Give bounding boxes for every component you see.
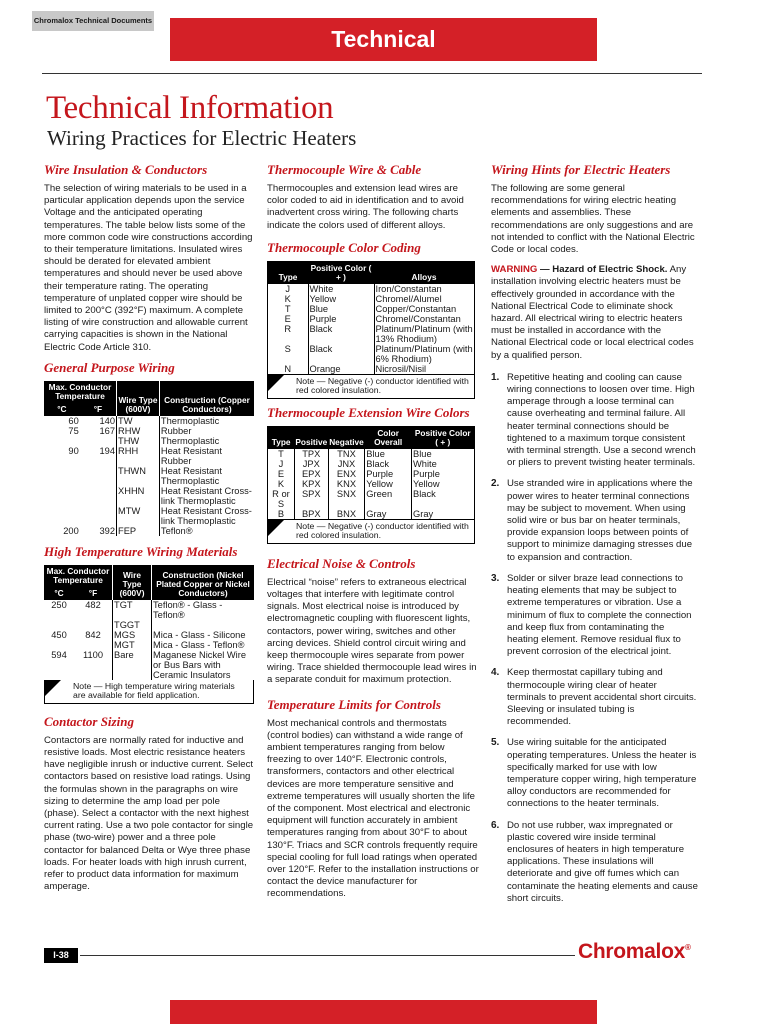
- table-cell: Purple: [413, 468, 440, 479]
- table-cell: TW: [117, 416, 160, 426]
- table-row: [268, 364, 475, 375]
- list-item: [491, 820, 698, 905]
- table-cell: 90: [68, 445, 79, 456]
- table-cell: Black: [365, 459, 412, 469]
- chromalox-logo: [578, 940, 691, 964]
- table-cell: T: [268, 304, 309, 314]
- table-row: [268, 294, 475, 304]
- warning-paragraph: [491, 264, 698, 362]
- table-cell: R or S: [268, 489, 295, 509]
- table-row: [44, 436, 254, 446]
- table-cell: Blue: [308, 304, 374, 314]
- table-cell: [80, 486, 117, 506]
- list-text: Do not use rubber, wax impregnated or plastic covered wire inside terminal enclosures of heaters in high temperature applications. These insulations will deteriorate and give off fumes which can contaminate the heating elements and cause short circuits.: [507, 819, 698, 904]
- table-header: Positive Color ( + ): [412, 426, 475, 449]
- table-cell: Thermoplastic: [160, 415, 220, 426]
- table-row: [44, 650, 254, 680]
- table-row: [44, 620, 254, 630]
- list-item: [491, 372, 698, 470]
- warning-label: WARNING: [491, 264, 538, 276]
- paragraph: Most mechanical controls and thermostats (control bodies) can withstand a wide range of ambient temperatures ranging from below freezing to over 140°F. Electronic controls, transformers, contactors and other electrical devices are more temperature sensitive and extreme temperatures will usually shorten the life of the component. Most electrical and electronic equipment will function accurately in ambient temperatures ranging from about 30°F to about 130°F. Triacs and SCR controls frequently require special cooling for full load ratings when operated over 120°F. Refer to the installation instructions or contact the device manufacturer for recommendations.: [267, 717, 479, 900]
- note-text: Note — Negative (-) conductor identified with red colored insulation.: [296, 375, 469, 396]
- table-cell: J: [268, 284, 309, 294]
- table-cell: Gray: [365, 509, 412, 520]
- table-cell: Copper/Constantan: [375, 303, 457, 314]
- table-cell: Black: [308, 324, 374, 344]
- technical-banner: Technical: [170, 18, 597, 61]
- table-row: [44, 640, 254, 650]
- table-cell: 842: [74, 630, 113, 640]
- table-cell: Yellow: [413, 478, 440, 489]
- paragraph: Thermocouples and extension lead wires are color coded to aid in identification and to avoid inadvertent cross wiring. The following charts indicate the colors used of different alloys.: [267, 183, 464, 231]
- table-cell: [74, 620, 113, 630]
- table-cell: Black: [308, 344, 374, 364]
- table-cell: Mica - Glass - Teflon®: [153, 639, 245, 650]
- table-cell: ENX: [328, 469, 365, 479]
- table-cell: TPX: [294, 449, 328, 459]
- table-row: [268, 469, 475, 479]
- header-rule: [42, 73, 702, 74]
- table-body: [44, 600, 254, 680]
- table-row: [268, 314, 475, 324]
- table-cell: MGT: [113, 640, 152, 650]
- table-cell: Platinum/Platinum (with 6% Rhodium): [375, 343, 473, 364]
- table-cell: K: [268, 479, 295, 489]
- column-3: [491, 162, 698, 914]
- table-cell: J: [268, 459, 295, 469]
- note-text: Note — Negative (-) conductor identified with red colored insulation.: [296, 520, 469, 541]
- section-heading: Thermocouple Extension Wire Colors: [267, 404, 470, 420]
- column-2: [267, 162, 479, 901]
- table-header: Positive Color ( + ): [308, 261, 374, 284]
- table-cell: [44, 486, 80, 506]
- list-text: Use wiring suitable for the anticipated operating temperatures. Unless the heater is specifically marked for use with low temperature copper wiring, high temperature alloy conductors are recommended for connections to the heater terminals.: [507, 737, 697, 810]
- table-cell: SPX: [294, 489, 328, 509]
- table-cell: 194: [80, 446, 117, 466]
- list-number: 1.: [491, 371, 500, 383]
- table-cell: Heat Resistant Cross-link Thermoplastic: [160, 485, 252, 506]
- table-row: [44, 506, 254, 526]
- hints-list: [491, 372, 698, 905]
- table-cell: E: [268, 314, 309, 324]
- list-item: [491, 737, 698, 810]
- table-cell: [80, 466, 117, 486]
- table-header: Alloys: [374, 261, 475, 284]
- table-header: Construction (Copper Conductors): [159, 381, 254, 416]
- table-cell: MGS: [113, 630, 152, 640]
- table-row: [44, 526, 254, 536]
- table-row: [44, 426, 254, 436]
- table-cell: [152, 620, 254, 630]
- table-cell: White: [308, 284, 374, 294]
- table-row: [44, 466, 254, 486]
- table-row: [268, 284, 475, 294]
- table-header: Positive: [294, 426, 328, 449]
- list-text: Repetitive heating and cooling can cause wiring connections to loosen over time. High amperage through a loose terminal can cause overheating and terminal failure. All heater terminal connections should be tightened to a maximum torque consistent with terminal strength. Use a second wrench or pliers to prevent twisting heater terminals.: [507, 371, 696, 469]
- table-cell: [44, 506, 80, 526]
- list-item: [491, 478, 698, 563]
- tc-color-table: [267, 261, 475, 375]
- table-cell: Gray: [413, 508, 434, 519]
- table-cell: Green: [365, 489, 412, 509]
- table-cell: Thermoplastic: [160, 435, 220, 446]
- table-cell: THWN: [117, 466, 160, 486]
- table-cell: Yellow: [365, 479, 412, 489]
- section-heading: Electrical Noise & Controls: [267, 555, 416, 571]
- paragraph: The selection of wiring materials to be used in a particular application depends upon the service Voltage and the anticipated operating temperatures. The table below lists some of the more common code wire constructions according to their temperature limitations. Insulated wires should be derated for elevated ambient temperatures and should never be used above their temperature rating. The operating temperature of unplated copper wire should be limited to 200°C (392°F) maximum. A complete listing of wire construction and allowable current carrying capacities is shown in the National Electric Code Article 310.: [44, 183, 253, 353]
- table-cell: [44, 620, 74, 630]
- table-header: °F: [80, 403, 117, 416]
- table-header: °F: [74, 587, 113, 600]
- table-cell: TGT: [113, 600, 152, 620]
- table-cell: KNX: [328, 479, 365, 489]
- paragraph: Electrical “noise” refers to extraneous electrical voltages that interfere with legitimate control signals. Most electrical noise is introduced by electromagnetic coupling with fluorescent lights, contactors, power wiring, switches and other arcing devices. Shield control circuit wiring and keep thermocouple wires separate from power wiring. Trace shielded thermocouple lead wires in a separate conduit for maximum protection.: [267, 576, 477, 686]
- section-heading: General Purpose Wiring: [44, 359, 175, 375]
- table-row: [268, 509, 475, 520]
- table-cell: [44, 466, 80, 486]
- table-row: [44, 486, 254, 506]
- table-cell: BPX: [294, 509, 328, 520]
- table-cell: [80, 436, 117, 446]
- table-cell: Iron/Constantan: [375, 283, 442, 294]
- table-row: [268, 489, 475, 509]
- page-title: Technical Information: [46, 90, 334, 126]
- paragraph: The following are some general recommendations for wiring electric heating elements and assemblies. These recommendations are only suggestions and are not intended to conflict with the National Electric Code or local codes.: [491, 183, 695, 256]
- table-note: [267, 375, 475, 399]
- next-page-banner: [170, 1000, 597, 1024]
- table-cell: Chromel/Alumel: [375, 293, 442, 304]
- warning-title: — Hazard of Electric Shock.: [540, 264, 668, 276]
- table-header: Type: [268, 261, 309, 284]
- table-cell: 1100: [74, 650, 113, 680]
- table-cell: Blue: [365, 449, 412, 459]
- table-row: [44, 630, 254, 640]
- table-cell: T: [268, 449, 295, 459]
- table-header: Construction (Nickel Plated Copper or Nickel Conductors): [152, 565, 254, 600]
- list-number: 6.: [491, 819, 500, 831]
- table-row: [44, 446, 254, 466]
- table-cell: 250: [51, 599, 67, 610]
- table-header: Color Overall: [365, 426, 412, 449]
- section-heading: Contactor Sizing: [44, 713, 134, 729]
- table-header: Wire Type (600V): [117, 381, 160, 416]
- high-temp-table: [44, 565, 254, 680]
- table-cell: RHH: [117, 446, 160, 466]
- table-row: [44, 416, 254, 426]
- table-header: °C: [44, 403, 80, 416]
- logo-text: Chromalox: [578, 940, 685, 963]
- table-row: [268, 304, 475, 314]
- note-text: Note — High temperature wiring materials are available for field application.: [73, 680, 235, 701]
- note-triangle: [268, 520, 284, 536]
- table-cell: B: [268, 509, 295, 520]
- table-cell: [44, 436, 80, 446]
- table-cell: Orange: [308, 364, 374, 375]
- section-heading: Temperature Limits for Controls: [267, 696, 441, 712]
- table-cell: 450: [51, 629, 67, 640]
- list-item: [491, 573, 698, 658]
- table-row: [44, 600, 254, 620]
- table-cell: 60: [68, 415, 79, 426]
- note-triangle: [45, 680, 61, 696]
- section-heading: Wiring Hints for Electric Heaters: [491, 162, 671, 177]
- table-cell: Heat Resistant Cross-link Thermoplastic: [160, 505, 252, 526]
- list-item: [491, 667, 698, 728]
- section-heading: Wire Insulation & Conductors: [44, 162, 208, 177]
- table-cell: Heat Resistant Thermoplastic: [160, 465, 222, 486]
- page-number: I-38: [44, 948, 78, 963]
- table-cell: E: [268, 469, 295, 479]
- table-cell: Purple: [308, 314, 374, 324]
- table-row: [268, 344, 475, 364]
- table-body: [44, 416, 254, 536]
- table-note: [44, 680, 254, 704]
- table-cell: 200: [63, 525, 79, 536]
- table-header: Type: [268, 426, 295, 449]
- table-cell: Purple: [365, 469, 412, 479]
- table-cell: Bare: [113, 650, 152, 680]
- table-cell: Rubber: [160, 425, 192, 436]
- table-cell: Maganese Nickel Wire or Bus Bars with Ceramic Insulators: [153, 649, 247, 680]
- table-row: [268, 479, 475, 489]
- table-cell: TGGT: [113, 620, 152, 630]
- list-text: Solder or silver braze lead connections to heating elements that may be subject to extreme temperatures or vibration. Use a minimum of flux to complete the connection and keep flux from contaminating the heating element. Remove residual flux to prevent corrosion of the electrical joint.: [507, 572, 692, 658]
- table-cell: TNX: [328, 449, 365, 459]
- tc-extension-table: [267, 426, 475, 520]
- table-cell: 75: [68, 425, 79, 436]
- table-cell: MTW: [117, 506, 160, 526]
- table-header: Negative: [328, 426, 365, 449]
- table-cell: BNX: [328, 509, 365, 520]
- table-header: Max. Conductor Temperature: [44, 381, 117, 403]
- table-cell: S: [268, 344, 309, 364]
- table-row: [268, 459, 475, 469]
- table-cell: N: [268, 364, 309, 375]
- table-body: [268, 449, 475, 520]
- table-cell: JPX: [294, 459, 328, 469]
- section-heading: Thermocouple Color Coding: [267, 239, 421, 255]
- general-wiring-table: [44, 381, 254, 536]
- section-heading: Thermocouple Wire & Cable: [267, 162, 422, 177]
- list-number: 3.: [491, 572, 500, 584]
- table-cell: [74, 640, 113, 650]
- column-1: [44, 162, 256, 893]
- table-cell: [80, 506, 117, 526]
- section-heading: High Temperature Wiring Materials: [44, 543, 238, 559]
- table-cell: KPX: [294, 479, 328, 489]
- document-label: Chromalox Technical Documents: [32, 11, 154, 31]
- table-cell: 140: [80, 416, 117, 426]
- table-cell: Chromel/Constantan: [375, 313, 461, 324]
- table-row: [268, 449, 475, 459]
- table-cell: [44, 640, 74, 650]
- table-cell: RHW: [117, 426, 160, 436]
- table-cell: Heat Resistant Rubber: [160, 445, 222, 466]
- table-cell: SNX: [328, 489, 365, 509]
- table-cell: 482: [74, 600, 113, 620]
- list-number: 5.: [491, 737, 500, 749]
- table-cell: Black: [413, 488, 436, 499]
- table-cell: R: [268, 324, 309, 344]
- table-note: [267, 520, 475, 544]
- table-cell: Teflon® - Glass - Teflon®: [153, 599, 223, 620]
- list-number: 2.: [491, 478, 500, 490]
- table-cell: FEP: [117, 526, 160, 536]
- table-cell: 392: [80, 526, 117, 536]
- table-cell: XHHN: [117, 486, 160, 506]
- table-row: [268, 324, 475, 344]
- table-cell: Nicrosil/Nisil: [375, 363, 427, 374]
- table-cell: Teflon®: [160, 525, 193, 536]
- table-cell: Blue: [413, 448, 432, 459]
- table-cell: JNX: [328, 459, 365, 469]
- table-cell: White: [413, 458, 437, 469]
- table-cell: 167: [80, 426, 117, 436]
- table-header: Max. Conductor Temperature: [44, 565, 113, 587]
- table-cell: EPX: [294, 469, 328, 479]
- note-triangle: [268, 375, 284, 391]
- table-cell: Yellow: [308, 294, 374, 304]
- paragraph: Contactors are normally rated for inductive and resistive loads. Most electric resistance heaters have negligible inrush or inductive current. Select contactors based on resistive load ratings. Using the formulas shown in the paragraphs on wire sizing to determine the amp load per pole (phase). Select a contactor with the next highest current rating. Use a two pole contactor for single phase (two-wire) power and a three pole contactor for balanced Delta or Wye three phase loads. For heater loads with high inrush current, refer to product data information for maximum amperage.: [44, 734, 254, 893]
- table-header: °C: [44, 587, 74, 600]
- page-subtitle: Wiring Practices for Electric Heaters: [47, 126, 357, 150]
- table-header: Wire Type (600V): [113, 565, 152, 600]
- table-cell: Platinum/Platinum (with 13% Rhodium): [375, 323, 473, 344]
- list-number: 4.: [491, 667, 500, 679]
- table-cell: THW: [117, 436, 160, 446]
- table-cell: K: [268, 294, 309, 304]
- warning-body: Any installation involving electric heaters must be effectively grounded in accordance with the National Electrical Code to eliminate shock hazard. All electrical wiring to electric heaters must be installed in accordance with the National Electrical code or local electrical codes by a qualified person.: [491, 264, 694, 361]
- table-cell: 594: [51, 649, 67, 660]
- footer-rule: [80, 955, 575, 956]
- list-text: Use stranded wire in applications where the power wires to heater terminal connections may be subject to movement. When using solid wire or bus bar on heater terminals, provide expansion loops between points of support to minimize damaging stresses due to expansion and contraction.: [507, 478, 693, 563]
- list-text: Keep thermostat capillary tubing and thermocouple wiring clear of heater terminals to prevent accidental short circuits. Sleeving or insulated tubing is recommended.: [507, 667, 697, 728]
- table-cell: Mica - Glass - Silicone: [153, 629, 246, 640]
- registered-mark: ®: [685, 943, 691, 952]
- table-body: [268, 284, 475, 375]
